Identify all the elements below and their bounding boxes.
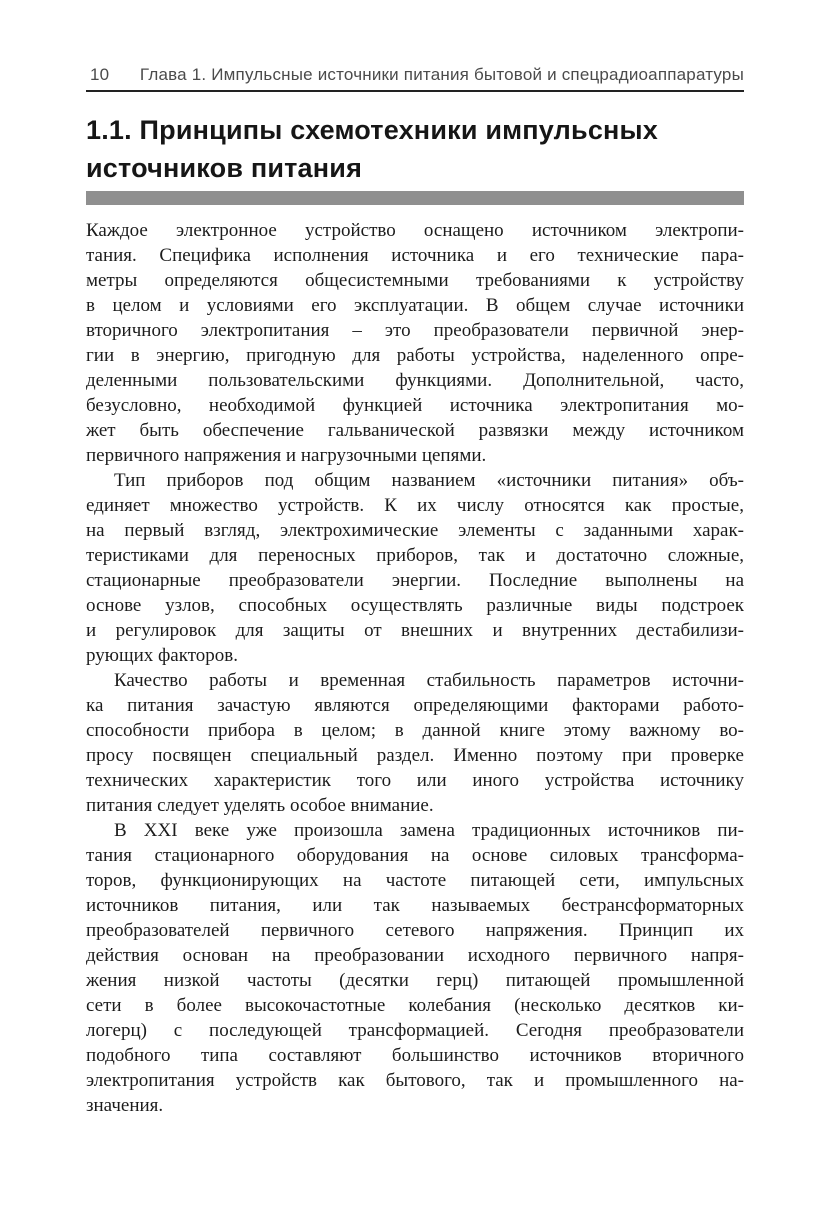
text-line: жения низкой частоты (десятки герц) питающей промышленной (86, 970, 744, 991)
text-line: стационарные преобразователи энергии. Последние выполнены на (86, 570, 744, 591)
text-line: подобного типа составляют большинство источников вторичного (86, 1045, 744, 1066)
text-line: рующих факторов. (86, 645, 238, 666)
text-line: торов, функционирующих на частоте питающей сети, импульсных (86, 870, 744, 891)
paragraph (86, 218, 744, 468)
text-line: логерц) с последующей трансформацией. Сегодня преобразователи (86, 1020, 744, 1041)
page-content (86, 0, 744, 1118)
text-line: источников питания, или так называемых бестрансформаторных (86, 895, 744, 916)
text-line: преобразователей первичного сетевого напряжения. Принцип их (86, 920, 744, 941)
text-line: электропитания устройств как бытового, так и промышленного на- (86, 1070, 744, 1091)
body-text (86, 218, 744, 1118)
section-title: 1.1. Принципы схемотехники импульсных источников питания (86, 115, 659, 183)
page-number: 10 (90, 65, 110, 84)
text-line: способности прибора в целом; в данной книге этому важному во- (86, 720, 744, 741)
text-line: Каждое электронное устройство оснащено источником электропи- (86, 220, 744, 241)
text-line: безусловно, необходимой функцией источника электропитания мо- (86, 395, 744, 416)
text-line: тания стационарного оборудования на основе силовых трансформа- (86, 845, 744, 866)
text-line: технических характеристик того или иного устройства источнику (86, 770, 744, 791)
text-line: единяет множество устройств. К их числу относятся как простые, (86, 495, 744, 516)
text-line: теристиками для переносных приборов, так и достаточно сложные, (86, 545, 744, 566)
text-line: первичного напряжения и нагрузочными цепями. (86, 445, 487, 466)
text-line: значения. (86, 1095, 164, 1116)
text-line: просу посвящен специальный раздел. Именно поэтому при проверке (86, 745, 744, 766)
chapter-running-title: Глава 1. Импульсные источники питания бытовой и спецрадиоаппаратуры (139, 65, 744, 84)
text-line: в целом и условиями его эксплуатации. В общем случае источники (86, 295, 744, 316)
text-line: действия основан на преобразовании исходного первичного напря- (86, 945, 744, 966)
paragraph (86, 468, 744, 668)
text-line: на первый взгляд, электрохимические элементы с заданными харак- (86, 520, 744, 541)
text-line: жет быть обеспечение гальванической развязки между источником (86, 420, 744, 441)
text-line: ка питания зачастую являются определяющими факторами работо- (86, 695, 744, 716)
text-line: В XXI веке уже произошла замена традиционных источников пи- (114, 820, 744, 841)
text-line: тания. Специфика исполнения источника и его технические пара- (86, 245, 744, 266)
text-line: метры определяются общесистемными требованиями к устройству (86, 270, 744, 291)
paragraph (86, 668, 744, 818)
text-line: основе узлов, способных осуществлять различные виды подстроек (86, 595, 744, 616)
text-line: Тип приборов под общим названием «источники питания» объ- (114, 470, 744, 491)
running-head (86, 64, 744, 86)
text-line: Качество работы и временная стабильность параметров источни- (114, 670, 744, 691)
header-rule (86, 90, 744, 92)
text-line: деленными пользовательскими функциями. Дополнительной, часто, (86, 370, 744, 391)
text-line: и регулировок для защиты от внешних и внутренних дестабилизи- (86, 620, 744, 641)
paragraph (86, 818, 744, 1118)
text-line: сети в более высокочастотные колебания (несколько десятков ки- (86, 995, 744, 1016)
accent-bar (86, 191, 744, 205)
text-line: вторичного электропитания – это преобразователи первичной энер- (86, 320, 744, 341)
text-line: питания следует уделять особое внимание. (86, 795, 434, 816)
text-line: гии в энергию, пригодную для работы устройства, наделенного опре- (86, 345, 744, 366)
